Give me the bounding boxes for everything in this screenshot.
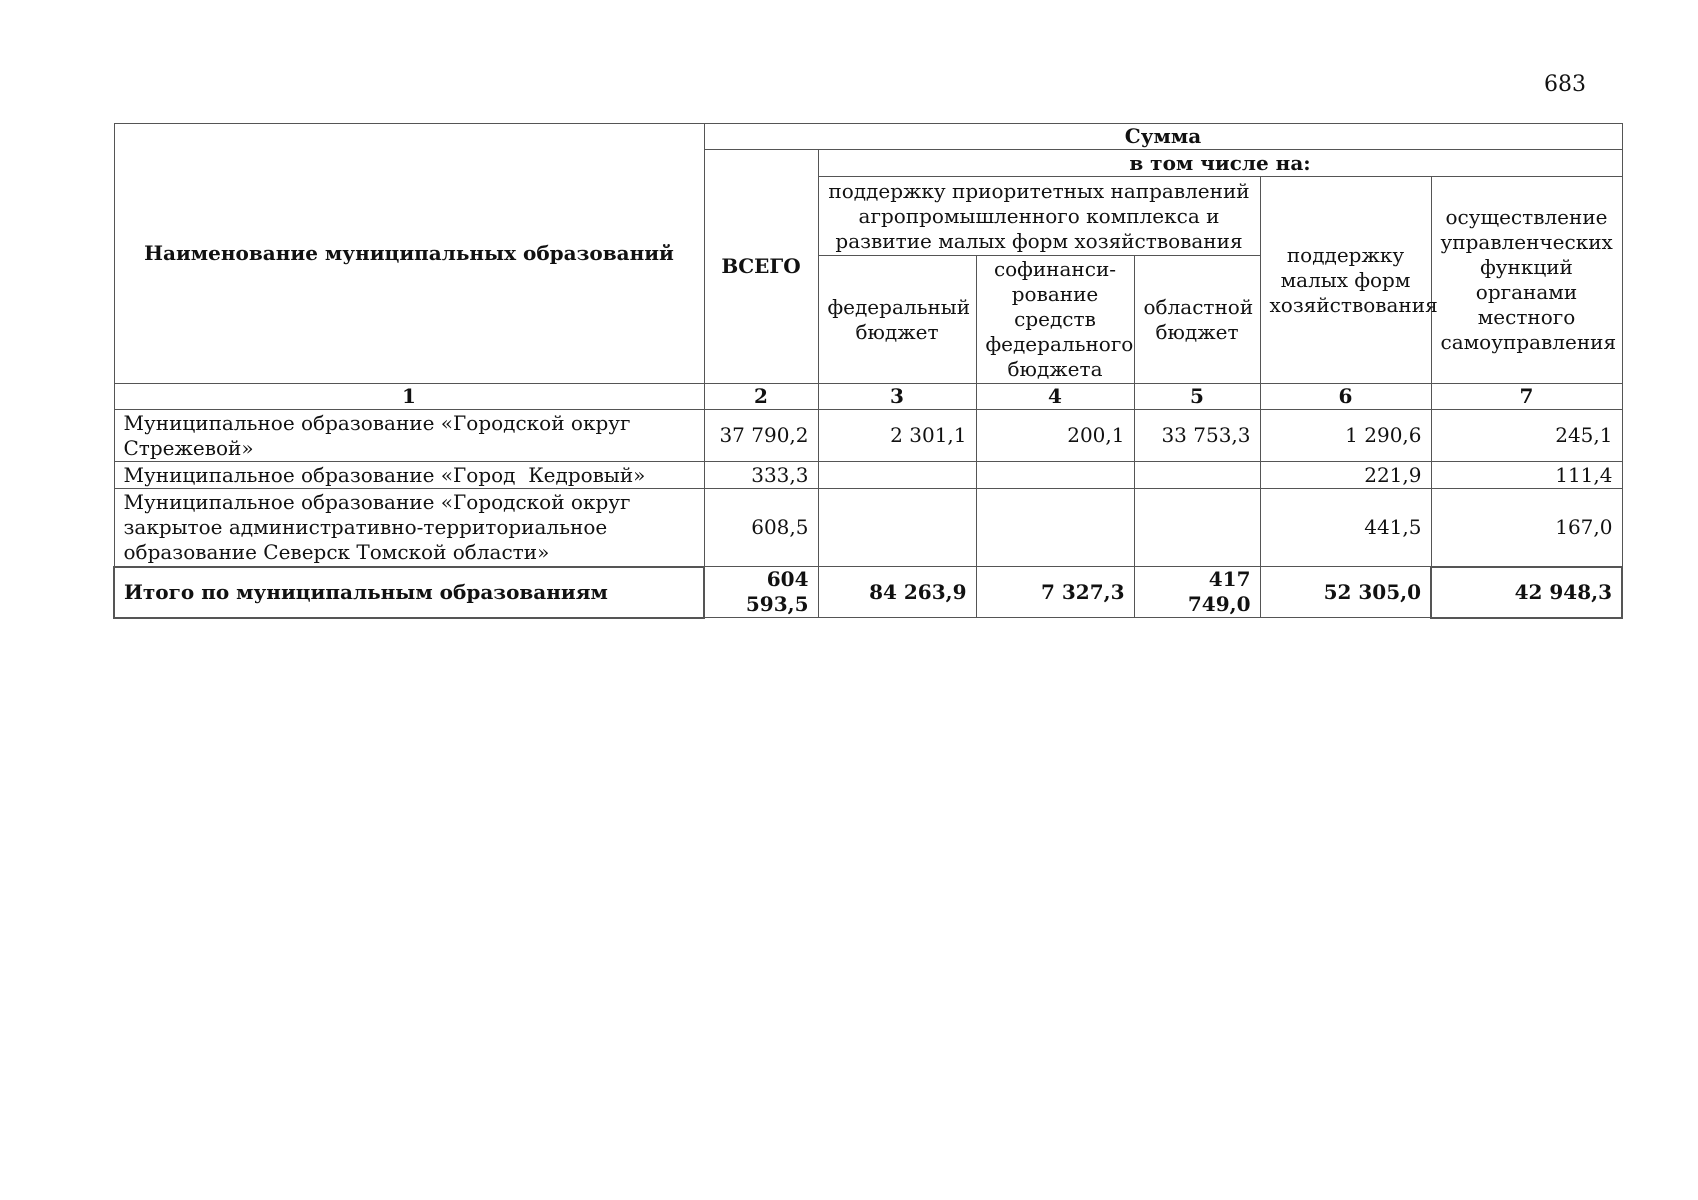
row-regional xyxy=(1134,489,1260,567)
row-regional: 33 753,3 xyxy=(1134,410,1260,462)
row-management: 111,4 xyxy=(1431,462,1622,489)
header-sum: Сумма xyxy=(704,124,1622,150)
header-cofinancing: софинанси-рование средств федерального бюджета xyxy=(976,256,1134,384)
budget-table xyxy=(113,123,1623,619)
header-agro-group: поддержку приоритетных направлений агропромышленного комплекса и развитие малых форм хозяйствования xyxy=(818,177,1260,256)
totals-total: 604 593,5 xyxy=(704,567,818,618)
header-including: в том числе на: xyxy=(818,150,1622,177)
header-small-forms: поддержку малых форм хозяйствования xyxy=(1260,177,1431,384)
table-row xyxy=(114,489,1622,567)
column-number-row xyxy=(114,384,1622,410)
row-name: Муниципальное образование «Город Кедровый» xyxy=(114,462,704,489)
row-total: 333,3 xyxy=(704,462,818,489)
header-management: осуществление управленческих функций органами местного самоуправления xyxy=(1431,177,1622,384)
column-number: 6 xyxy=(1260,384,1431,410)
header-total: ВСЕГО xyxy=(704,150,818,384)
column-number: 5 xyxy=(1134,384,1260,410)
table-row xyxy=(114,462,1622,489)
header-regional: областной бюджет xyxy=(1134,256,1260,384)
totals-regional: 417 749,0 xyxy=(1134,567,1260,618)
totals-management: 42 948,3 xyxy=(1431,567,1622,618)
totals-label: Итого по муниципальным образованиям xyxy=(114,567,704,618)
header-name: Наименование муниципальных образований xyxy=(114,124,704,384)
column-number: 3 xyxy=(818,384,976,410)
page-number: 683 xyxy=(1544,72,1586,97)
row-cofinancing: 200,1 xyxy=(976,410,1134,462)
row-small-forms: 441,5 xyxy=(1260,489,1431,567)
row-federal xyxy=(818,462,976,489)
column-number: 7 xyxy=(1431,384,1622,410)
totals-row xyxy=(114,567,1622,618)
row-cofinancing xyxy=(976,462,1134,489)
row-small-forms: 221,9 xyxy=(1260,462,1431,489)
row-management: 167,0 xyxy=(1431,489,1622,567)
column-number: 1 xyxy=(114,384,704,410)
column-number: 2 xyxy=(704,384,818,410)
row-federal: 2 301,1 xyxy=(818,410,976,462)
row-name: Муниципальное образование «Городской округ закрытое административно-территориальное образование Северск Томской области» xyxy=(114,489,704,567)
row-federal xyxy=(818,489,976,567)
totals-cofinancing: 7 327,3 xyxy=(976,567,1134,618)
row-total: 37 790,2 xyxy=(704,410,818,462)
totals-small-forms: 52 305,0 xyxy=(1260,567,1431,618)
row-management: 245,1 xyxy=(1431,410,1622,462)
row-total: 608,5 xyxy=(704,489,818,567)
totals-federal: 84 263,9 xyxy=(818,567,976,618)
header-federal: федеральный бюджет xyxy=(818,256,976,384)
row-regional xyxy=(1134,462,1260,489)
table-row xyxy=(114,410,1622,462)
row-small-forms: 1 290,6 xyxy=(1260,410,1431,462)
row-name: Муниципальное образование «Городской округ Стрежевой» xyxy=(114,410,704,462)
row-cofinancing xyxy=(976,489,1134,567)
header-row-1 xyxy=(114,124,1622,150)
column-number: 4 xyxy=(976,384,1134,410)
